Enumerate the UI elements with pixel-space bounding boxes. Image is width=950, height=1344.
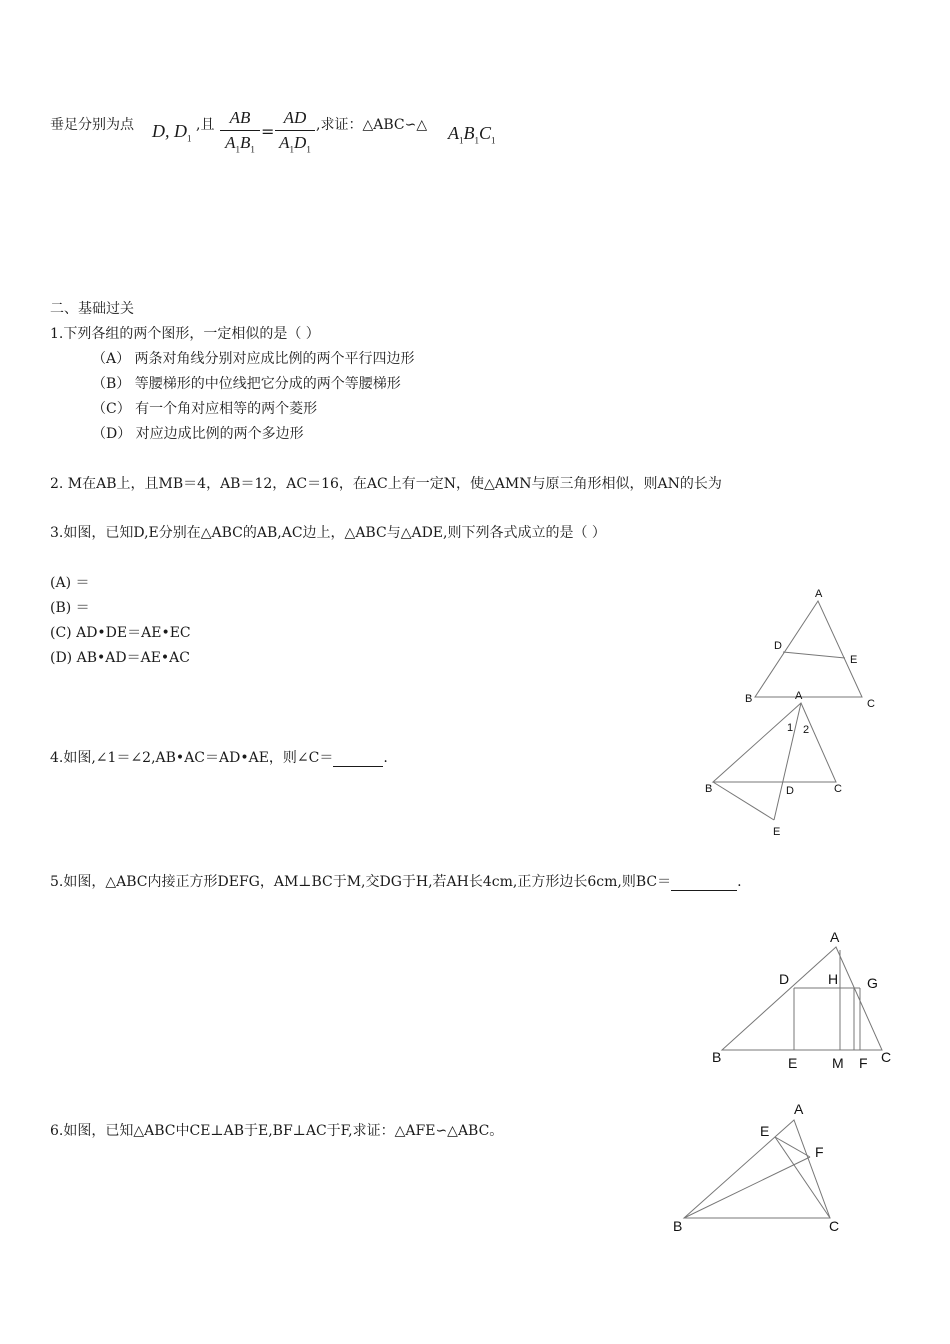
section-title: 二、基础过关 — [50, 301, 134, 317]
q2-stem: 2. M在AB上，且MB＝4，AB＝12，AC＝16，在AC上有一定N，使△AMN与原三角形相似，则AN的长为 — [50, 476, 722, 492]
q5-label-e: E — [788, 1055, 798, 1071]
q6-stem: 6.如图，已知△ABC中CE⊥AB于E,BF⊥AC于F,求证：△AFE∽△ABC。 — [50, 1123, 504, 1139]
fraction-ab: AB $A_1B_1$ — [220, 108, 260, 154]
q1-option-b: （B） 等腰梯形的中位线把它分成的两个等腰梯形 — [92, 376, 401, 392]
q5-label-g: G — [867, 975, 878, 991]
q4-label-a: A — [795, 690, 803, 702]
q5-label-a: A — [830, 929, 840, 945]
q3-label-b: B — [745, 693, 753, 705]
q3-option-c: (C) AD•DE＝AE•EC — [50, 625, 191, 641]
q1-option-d: （D） 对应边成比例的两个多边形 — [92, 426, 304, 442]
q1-option-a: （A） 两条对角线分别对应成比例的两个平行四边形 — [92, 351, 415, 367]
q4-stem: 4.如图,∠1＝∠2,AB•AC＝AD•AE，则∠C＝ . — [50, 750, 388, 766]
q4-label-d: D — [786, 785, 794, 797]
q5-label-h: H — [828, 971, 839, 987]
q3-option-d: (D) AB•AD＝AE•AC — [50, 650, 190, 666]
q6-triangle-abc — [684, 1120, 830, 1218]
header-prove: ,求证：△ABC∽△ — [316, 117, 428, 133]
q5-label-b: B — [712, 1049, 722, 1065]
q4-label-b: B — [705, 783, 713, 795]
q5-label-f: F — [859, 1055, 868, 1071]
q1-stem: 1.下列各组的两个图形，一定相似的是（ ） — [50, 326, 320, 342]
q4-label-angle-1: 1 — [787, 722, 794, 734]
q5-label-m: M — [832, 1055, 844, 1071]
q1-option-c: （C） 有一个角对应相等的两个菱形 — [92, 401, 318, 417]
header-points: D, $D_1$ — [152, 121, 192, 144]
q3-option-b: (B) ＝ — [50, 600, 90, 616]
q5-label-d: D — [779, 971, 790, 987]
header-and: ,且 — [196, 117, 215, 133]
q3-label-d: D — [774, 640, 782, 652]
q6-segment-ef — [775, 1137, 810, 1157]
q6-label-e: E — [760, 1123, 770, 1139]
header-equals: = — [261, 122, 275, 141]
q4-label-e: E — [773, 826, 781, 838]
q4-label-c: C — [834, 783, 842, 795]
q3-label-a: A — [815, 588, 823, 600]
q6-label-c: C — [829, 1218, 840, 1234]
q3-option-a: (A) ＝ — [50, 575, 90, 591]
q5-label-c: C — [881, 1049, 892, 1065]
header-prefix: 垂足分别为点 — [50, 117, 134, 133]
q6-segment-bf — [684, 1157, 810, 1218]
header-triangle-a1b1c1: $A_1B_1C_1$ — [448, 123, 496, 146]
q3-stem: 3.如图，已知D,E分别在△ABC的AB,AC边上，△ABC与△ADE,则下列各式成立的是（ ） — [50, 525, 606, 541]
q5-stem: 5.如图，△ABC内接正方形DEFG，AM⊥BC于M,交DG于H,若AH长4cm,正方形边长6cm,则BC＝ . — [50, 874, 742, 890]
fraction-ad: AD $A_1D_1$ — [275, 108, 315, 154]
q6-label-b: B — [673, 1218, 683, 1234]
q3-label-e: E — [850, 654, 858, 666]
q6-label-a: A — [794, 1101, 804, 1117]
q4-label-angle-2: 2 — [803, 724, 810, 736]
q3-label-c: C — [867, 698, 875, 710]
q6-label-f: F — [815, 1144, 824, 1160]
